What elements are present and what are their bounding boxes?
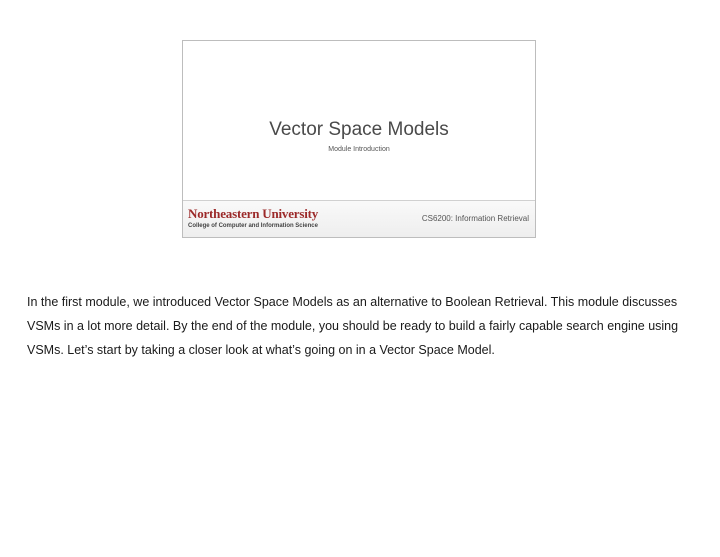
slide-thumbnail: [182, 40, 536, 238]
slide-subtitle: Module Introduction: [328, 146, 390, 153]
college-name: College of Computer and Information Science: [188, 222, 318, 229]
slide-footer: [183, 200, 535, 237]
university-name: Northeastern University: [188, 206, 319, 221]
slide-title: Vector Space Models: [269, 119, 449, 140]
presenter-notes: In the first module, we introduced Vector Space Models as an alternative to Boolean Retrieval. This module discusses VSMs in a lot more detail. By the end of the module, you should be ready to build a fairly capable search engine using VSMs. Let’s start by taking a closer look at what’s going on in a Vector Space Model.: [27, 295, 679, 357]
course-label: CS6200: Information Retrieval: [421, 214, 529, 223]
university-logo: [188, 207, 329, 230]
